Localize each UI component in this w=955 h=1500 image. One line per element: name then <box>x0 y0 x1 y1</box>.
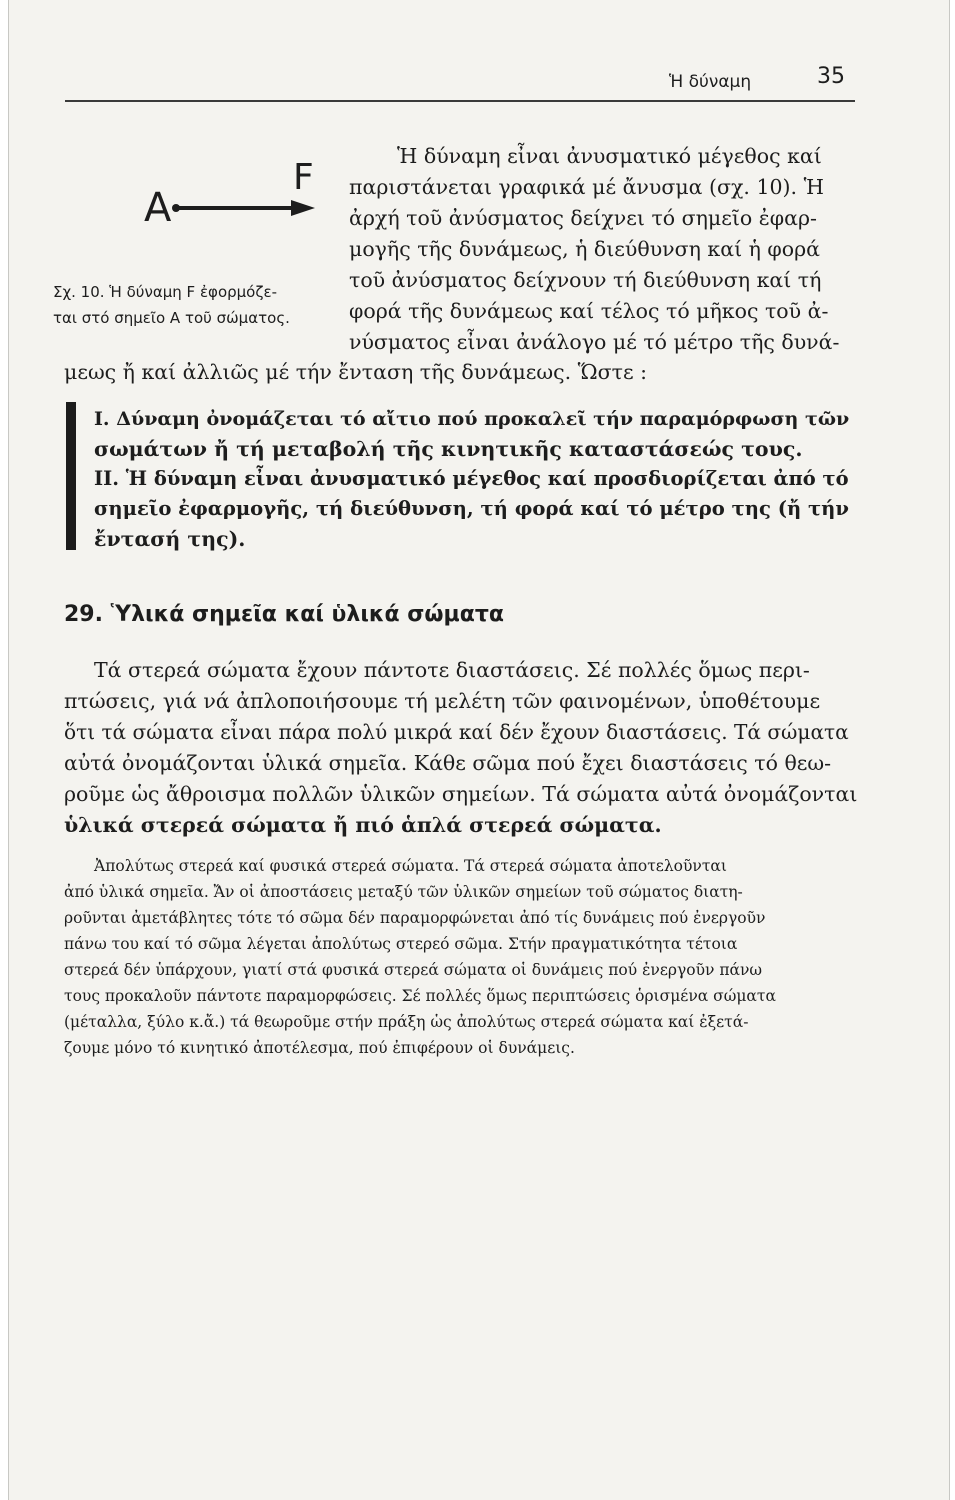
text-line: πτώσεις, γιά νά ἀπλοποιήσουμε τή μελέτη τῶν φαινομένων, ὑποθέτουμε <box>64 689 821 713</box>
figure-caption-line-2: ται στό σημεῖο Α τοῦ σώματος. <box>53 309 290 327</box>
note-line: ροῦνται ἀμετάβλητες τότε τό σῶμα δέν παραμορφώνεται ἀπό τίς δυνάμεις πού ἐνεργοῦν <box>64 909 766 927</box>
text-line: Τά στερεά σώματα ἔχουν πάντοτε διαστάσεις. Σέ πολλές ὅμως περι- <box>94 658 810 682</box>
note-line: στερεά δέν ὑπάρχουν, γιατί στά φυσικά στερεά σώματα οἱ δυνάμεις πού ἐνεργοῦν πάνω <box>64 961 763 979</box>
text-line: φορά τῆς δυνάμεως καί τέλος τό μῆκος τοῦ ἀ- <box>349 299 829 323</box>
note-line: ἀπό ὑλικά σημεῖα. Ἄν οἱ ἀποστάσεις μεταξύ τῶν ὑλικῶν σημείων τοῦ σώματος διατη- <box>64 883 743 901</box>
text-line: αὐτά ὀνομάζονται ὑλικά σημεῖα. Κάθε σῶμα πού ἔχει διαστάσεις τό θεω- <box>64 751 832 775</box>
book-page <box>8 0 950 1500</box>
text-line: ὑλικά στερεά σώματα ἤ πιό ἁπλά στερεά σώματα. <box>64 813 662 837</box>
note-line: (μέταλλα, ξύλο κ.ἄ.) τά θεωροῦμε στήν πράξη ὡς ἀπολύτως στερεά σώματα καί ἐξετά- <box>64 1013 749 1031</box>
note-line: τους προκαλοῦν πάντοτε παραμορφώσεις. Σέ πολλές ὅμως περιπτώσεις ὁρισμένα σώματα <box>64 987 776 1005</box>
running-header-title: Ἡ δύναμη <box>669 72 752 92</box>
figure-vector-label: F <box>293 157 314 198</box>
text-line: ὅτι τά σώματα εἶναι πάρα πολύ μικρά καί δέν ἔχουν διαστάσεις. Τά σώματα <box>64 720 849 744</box>
definition-marker-bar <box>66 402 76 550</box>
force-vector-arrow <box>169 196 319 220</box>
figure-point-label: A <box>144 185 172 231</box>
text-line: τοῦ ἀνύσματος δείχνουν τή διεύθυνση καί τή <box>349 268 822 292</box>
note-line: ζουμε μόνο τό κινητικό ἀποτέλεσμα, πού ἐπιφέρουν οἱ δυνάμεις. <box>64 1039 575 1057</box>
text-line: ἀρχή τοῦ ἀνύσματος δείχνει τό σημεῖο ἐφαρ- <box>349 206 817 230</box>
text-line: νύσματος εἶναι ἀνάλογο μέ τό μέτρο τῆς δυνά- <box>349 330 840 354</box>
definition-line: I. Δύναμη ὀνομάζεται τό αἴτιο πού προκαλεῖ τήν παραμόρφωση τῶν <box>94 408 850 430</box>
figure-caption-line-1: Σχ. 10. Ἡ δύναμη F ἐφορμόζε- <box>53 283 278 301</box>
page-number: 35 <box>817 64 845 89</box>
header-rule <box>65 100 855 102</box>
definition-line: σωμάτων ἤ τή μεταβολή τῆς κινητικῆς καταστάσεώς τους. <box>94 437 803 461</box>
definition-line: ἔντασή της). <box>94 527 246 551</box>
definition-line: II. Ἡ δύναμη εἶναι ἀνυσματικό μέγεθος καί προσδιορίζεται ἀπό τό <box>94 467 849 490</box>
text-line: παριστάνεται γραφικά μέ ἄνυσμα (σχ. 10). Ἡ <box>349 175 824 199</box>
note-line: πάνω του καί τό σῶμα λέγεται ἀπολύτως στερεό σῶμα. Στήν πραγματικότητα τέτοια <box>64 935 738 953</box>
text-line: μογῆς τῆς δυνάμεως, ἡ διεύθυνση καί ἡ φορά <box>349 237 821 261</box>
text-line: Ἡ δύναμη εἶναι ἀνυσματικό μέγεθος καί <box>397 144 822 168</box>
note-line: Ἀπολύτως στερεά καί φυσικά στερεά σώματα. Τά στερεά σώματα ἀποτελοῦνται <box>94 857 727 875</box>
definition-line: σημεῖο ἐφαρμογῆς, τή διεύθυνση, τή φορά καί τό μέτρο της (ἤ τήν <box>94 497 849 520</box>
section-heading: 29. Ὑλικά σημεῖα καί ὑλικά σώματα <box>64 602 505 627</box>
text-line: μεως ἤ καί ἀλλιῶς μέ τήν ἔνταση τῆς δυνάμεως. Ὥστε : <box>64 360 648 384</box>
text-line: ροῦμε ὡς ἄθροισμα πολλῶν ὑλικῶν σημείων. Τά σώματα αὐτά ὀνομάζονται <box>64 782 858 806</box>
